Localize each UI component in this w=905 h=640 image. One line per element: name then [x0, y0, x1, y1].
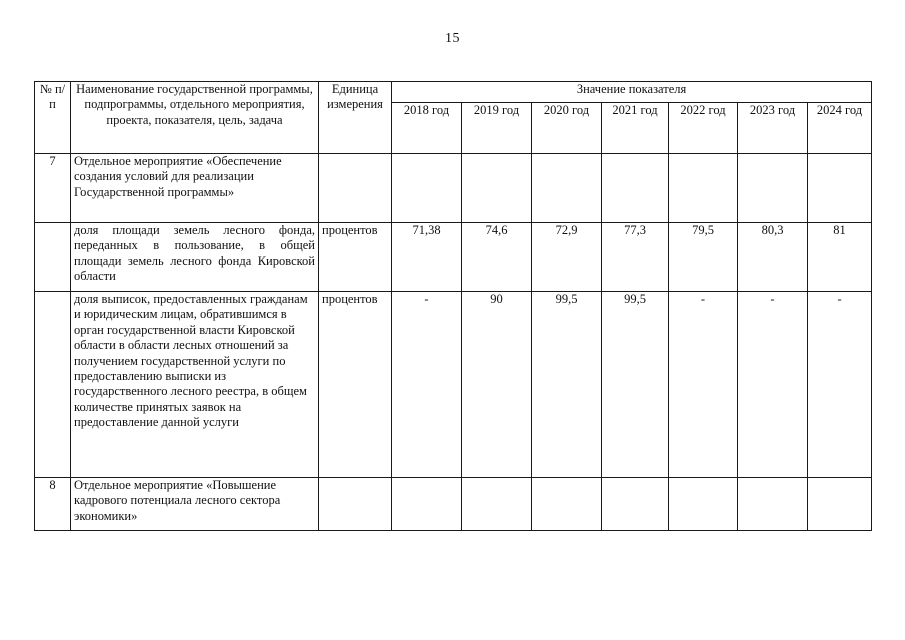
header-year-2023: 2023 год [738, 103, 808, 154]
value-cell: 71,38 [392, 223, 462, 292]
value-cell: - [669, 292, 738, 478]
value-cell: 99,5 [602, 292, 669, 478]
value-cell [392, 154, 462, 223]
table-row [35, 478, 872, 531]
value-cell [462, 154, 532, 223]
table-row [35, 292, 872, 478]
header-unit: Единица измерения [319, 82, 392, 154]
indicators-table [34, 81, 872, 531]
value-cell [602, 154, 669, 223]
row-unit: процентов [319, 223, 392, 292]
header-name: Наименование государственной программы, подпрограммы, отдельного мероприятия, проекта, показателя, цель, задача [71, 82, 319, 154]
value-cell: - [738, 292, 808, 478]
row-num: 7 [35, 154, 71, 223]
value-cell [738, 154, 808, 223]
row-unit: процентов [319, 292, 392, 478]
value-cell [392, 478, 462, 531]
value-cell: 74,6 [462, 223, 532, 292]
header-num: № п/п [35, 82, 71, 154]
value-cell [808, 478, 872, 531]
row-num: 8 [35, 478, 71, 531]
row-unit [319, 478, 392, 531]
row-num [35, 292, 71, 478]
value-cell [669, 478, 738, 531]
value-cell [808, 154, 872, 223]
value-cell: 77,3 [602, 223, 669, 292]
value-cell: 79,5 [669, 223, 738, 292]
value-cell: 80,3 [738, 223, 808, 292]
value-cell [738, 478, 808, 531]
value-cell: 90 [462, 292, 532, 478]
row-name: доля выписок, предоставленных гражданам и юридическим лицам, обратившимся в орган государственной власти Кировской области в области лесных отношений за получением государственной услуги по предоставлению выписки из государственного лесного реестра, в общем количестве принятых заявок на предоставление данной услуги [71, 292, 319, 478]
row-name: доля площади земель лесного фонда, переданных в пользование, в общей площади земель лесного фонда Кировской области [71, 223, 319, 292]
value-cell [462, 478, 532, 531]
value-cell: 81 [808, 223, 872, 292]
value-cell [602, 478, 669, 531]
value-cell: 99,5 [532, 292, 602, 478]
value-cell [532, 478, 602, 531]
value-cell: 72,9 [532, 223, 602, 292]
row-num [35, 223, 71, 292]
table-row [35, 154, 872, 223]
header-year-2019: 2019 год [462, 103, 532, 154]
page-number: 15 [445, 31, 460, 46]
table-row [35, 223, 872, 292]
header-year-2020: 2020 год [532, 103, 602, 154]
row-name: Отдельное мероприятие «Повышение кадрового потенциала лесного сектора экономики» [71, 478, 319, 531]
value-cell [532, 154, 602, 223]
header-year-2022: 2022 год [669, 103, 738, 154]
row-unit [319, 154, 392, 223]
value-cell: - [392, 292, 462, 478]
header-year-2024: 2024 год [808, 103, 872, 154]
header-values: Значение показателя [392, 82, 872, 103]
value-cell: - [808, 292, 872, 478]
header-row [35, 82, 872, 103]
row-name: Отдельное мероприятие «Обеспечение создания условий для реализации Государственной программы» [71, 154, 319, 223]
header-year-2018: 2018 год [392, 103, 462, 154]
value-cell [669, 154, 738, 223]
header-year-2021: 2021 год [602, 103, 669, 154]
